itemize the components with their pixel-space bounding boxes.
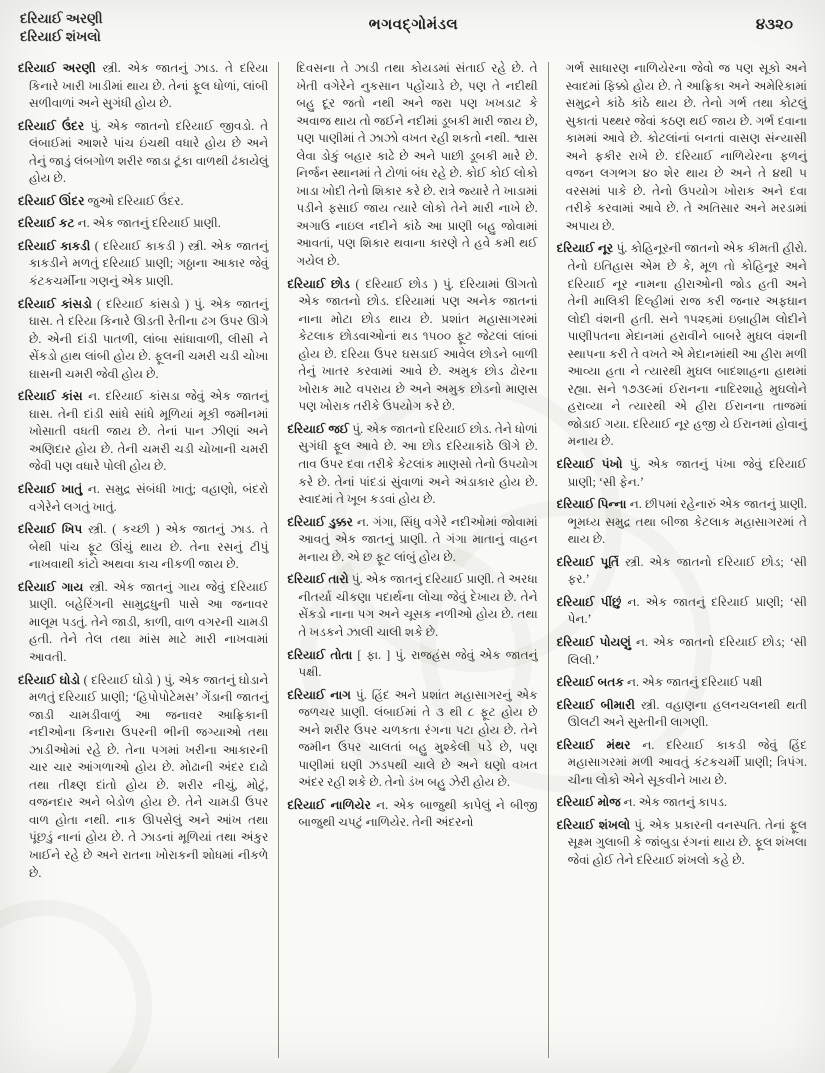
entry-headword: દરિયાઈ ઊંદર (18, 193, 85, 208)
entry-body: ન. ગંગા, સિંધુ વગેરે નદીઓમાં જોવામાં આવતું એક જાતનું પ્રાણી. તે ગંગા માતાનું વાહન મનાય છે. એ છ ફૂટ લાંબું હોય છે. (298, 514, 538, 564)
entry-body: દિવસના તે ઝાડી તથા કોયડમાં સંતાઈ રહે છે. તે ખેતી વગેરેને નુકસાન પહોંચાડે છે, પણ તે નદીથી બહુ દૂર જતો નથી અને જરા પણ ખખડાટ કે અવાજ થાય તો જઈને નદીમાં ડૂબકી મારી જાય છે, પણ પાણીમાં તે ઝાઝો વખત રહી શકતો નથી. શ્વાસ લેવા ડોકું બહાર કાઢે છે અને પાછી ડૂબકી મારે છે. નિર્જન સ્થાનમાં તે ટોળાં બંધ રહે છે. કોઈ કોઈ લોકો ખાડા ખોદી તેનો શિકાર કરે છે. રાત્રે જ્યારે તે ખાડામાં પડીને ફસાઈ જાય ત્યારે લોકો તેને મારી નાખે છે. અગાઉ નાઇલ નદીને કાંઠે આ પ્રાણી બહુ જોવામાં આવતાં, પણ શિકાર થવાના કારણે તે હવે કમી થઈ ગયેલ છે. (296, 61, 538, 269)
entry-body: [ ફા. ] પું. રાજહંસ જેવું એક જાતનું પક્ષી. (298, 647, 538, 680)
dictionary-entry (18, 296, 268, 384)
dictionary-entry (557, 817, 807, 870)
entry-headword: દરિયાઈ પૂર્તિ (556, 554, 620, 569)
entry-headword: દરિયાઈ કટ (18, 216, 75, 231)
entry-body: પું. એક જાતનું પંખા જેવું દરિયાઈ પ્રાણી; ‘સી ફેન.’ (567, 457, 807, 489)
entry-headword: દરિયાઈ કાકડી (18, 238, 91, 253)
entry-headword: દરિયાઈ ગાય (18, 579, 84, 594)
dictionary-entry (557, 697, 807, 732)
dictionary-entry (557, 496, 807, 549)
dictionary-entry (557, 594, 807, 629)
entry-headword: દરિયાઈ પીંછું (556, 594, 622, 609)
dictionary-entry-continuation (287, 60, 537, 271)
dictionary-entry (557, 554, 807, 589)
entry-headword: દરિયાઈ તોતા (287, 647, 353, 662)
entry-headword: દરિયાઈ નાગ (287, 687, 351, 702)
entry-headword: દરિયાઈ ખિપ (18, 522, 83, 537)
dictionary-entry (18, 118, 268, 188)
dictionary-entry (18, 672, 268, 883)
entry-headword: દરિયાઈ પોયણું (556, 634, 631, 649)
entry-body: સ્ત્રી. એક જાતનું ઝાડ. તે દરિયા કિનારે ખારી ખાડીમાં થાય છે. તેનાં ફૂલ ધોળાં, લાંબી સળીવાળાં અને સુગંધી હોય છે. (29, 61, 269, 111)
column-3 (555, 60, 811, 1064)
entry-body: સ્ત્રી. વહાણના હલનચલનથી થતી ઊલટી અને સુસ્તીની લાગણી. (567, 697, 807, 730)
column-2 (285, 60, 541, 1064)
entry-headword: દરિયાઈ કાંસડો (18, 296, 92, 311)
dictionary-entry (557, 794, 807, 812)
entry-body: ( દરિયાઈ છોડ ) પું. દરિયામાં ઊગતો એક જાતનો છોડ. દરિયામાં પણ અનેક જાતનાં નાના મોટા છોડ થાય છે. પ્રશાંત મહાસાગરમાં કેટલાક છોડવાઓનાં થડ ૧૫૦૦ ફૂટ જેટલાં લાંબાં હોય છે. દરિયા ઉપર ઘસડાઈ આવેલ છોડને બાળી તેનું ખાતર કરવામાં આવે છે. અમુક છોડ ઢોરના ખોરાક માટે વપરાય છે અને અમુક છોડનો માણસ પણ ખોરાક તરીકે ઉપયોગ કરે છે. (298, 276, 538, 414)
dictionary-entry (18, 579, 268, 667)
entry-body: પું. એક જાતનું દરિયાઈ પ્રાણી. તે અરધા નીતર્યા ચીકણા પદાર્થના લોચા જેવું દેખાય છે. તેને સેંકડો નાના પગ અને ચૂસક નળીઓ હોય છે. તથા તે ખડકને ઝાલી ચાલી શકે છે. (298, 572, 538, 639)
page-header (16, 10, 811, 58)
entry-body: ન. એક બાજુથી કાપેલું ને બીજી બાજુથી ચપટું નાળિયેર. તેની અંદરનો (298, 797, 538, 830)
entry-body: ન. એક જાતનો દરિયાઈ છોડ; ‘સી લિલી.’ (567, 634, 807, 667)
entry-headword: દરિયાઈ ડુક્કર (287, 514, 353, 529)
entry-body: ન. એક જાતનું દરિયાઈ પ્રાણી; ‘સી પેન.’ (567, 594, 807, 627)
dictionary-entry (287, 276, 537, 416)
running-head-first-entry: દરિયાઈ અરણી (20, 11, 103, 26)
entry-body: ગર્ભ સાધારણ નાળિયેરના જેવો જ પણ સૂકો અને સ્વાદમાં ફિક્કો હોય છે. તે આફ્રિકા અને અમેરિકામાં સમુદ્રને કાંઠે કાંઠે થાય છે. તેનો ગર્ભ તથા કોટલું સુકાતાં પથ્થર જેવાં કઠણ થઈ જાય છે. ગર્ભ દવાના કામમાં આવે છે. કોટલાંનાં બનતાં વાસણ સંન્યાસી અને ફકીર રાખે છે. દરિયાઈ નાળિયેરના ફળનું વજન લગભગ ૪૦ શેર થાય છે અને તે ૪થી ૫ વરસમાં પાકે છે. તેનો ઉપયોગ ખોરાક અને દવા તરીકે કરવામાં આવે છે. તે અતિસાર અને મરડામાં અપાય છે. (565, 61, 807, 233)
dictionary-entry (18, 60, 268, 113)
dictionary-entry (557, 674, 807, 692)
entry-body: પું. એક જાતનો દરિયાઈ છોડ. તેને ધોળાં સુગંધી ફૂલ આવે છે. આ છોડ દરિયાકાંઠે ઊગે છે. તાવ ઉપર દવા તરીકે કેટલાંક માણસો તેનો ઉપયોગ કરે છે. તેનાં પાંદડાં સુંવાળાં અને અંડાકાર હોય છે. સ્વાદમાં તે ખૂબ કડવાં હોય છે. (298, 421, 538, 507)
dictionary-entry (557, 456, 807, 491)
entry-headword: દરિયાઈ ખાતું (18, 482, 83, 497)
entry-headword: દરિયાઈ પંખો (556, 457, 623, 472)
dictionary-entry (18, 521, 268, 574)
column-rule (548, 62, 549, 1058)
column-1 (16, 60, 272, 1064)
dictionary-entry (287, 571, 537, 641)
entry-body: પું. એક જાતનો દરિયાઈ જીવડો. તે લંબાઈમાં આશરે પાંચ ઇંચથી વધારે હોય છે અને તેનું જાડું લંબગોળ શરીર જાડા ટૂંકા વાળથી ઢંકાયેલું હોય છે. (29, 118, 269, 186)
entry-body: ન. છીપમાં રહેનારું એક જાતનું પ્રાણી. ભૂમધ્ય સમુદ્ર તથા બીજા કેટલાક મહાસાગરમાં તે થાય છે. (567, 497, 807, 547)
dictionary-entry (18, 481, 268, 516)
dictionary-entry (18, 388, 268, 476)
entry-body: ન. એક જાતનું દરિયાઈ પક્ષી (626, 675, 763, 690)
entry-headword: દરિયાઈ ઉંદર (18, 118, 85, 133)
column-rule (278, 62, 279, 1058)
dictionary-entry (557, 240, 807, 451)
dictionary-entry (287, 687, 537, 792)
entry-body: પું. કોહિનૂરની જાતનો એક કીમતી હીરો. તેનો ઇતિહાસ એમ છે કે, મૂળ તો કોહિનૂર અને દરિયાઈ નૂર નામના હીરાઓની જોડ હતી અને તેની માલિકી દિલ્હીમાં રાજ કરી જનાર અફઘાન લોદી વંશની હતી. સને ૧૫૨૬માં ઇબ્રાહીમ લોદીને પાણીપતના મેદાનમાં હરાવીને બાબરે મુઘલ વંશની સ્થાપના કરી તે વખતે એ મેદાનમાંથી આ હીરા મળી આવ્યા હતા ને ત્યારથી મુઘલ બાદશાહના હાથમાં રહ્યા. સને ૧૭૩૯માં ઈરાનના નાદિરશાહે મુઘલોને હરાવ્યા ને ત્યારથી એ હીરા ઈરાનના તાજમાં જોડાઈ ગયા. દરિયાઈ નૂર હજી યે ઈરાનમાં હોવાનું મનાય છે. (567, 241, 807, 449)
text-columns (16, 60, 811, 1064)
dictionary-entry (557, 634, 807, 669)
entry-headword: દરિયાઈ મોજ (556, 795, 621, 810)
entry-headword: દરિયાઈ પિન્ના (556, 497, 627, 512)
entry-body: ન. દરિયાઈ કાકડી જેવું હિંદ મહાસાગરમાં મળી આવતું કંટકચર્મી પ્રાણી; ત્રિપંગ. ચીના લોકો એને સૂકવીને ખાય છે. (567, 737, 807, 787)
entry-headword: દરિયાઈ તારો (287, 572, 349, 587)
dictionary-entry (18, 238, 268, 291)
entry-body: ( દરિયાઈ ઘોડો ) પું. એક જાતનું ઘોડાને મળતું દરિયાઈ પ્રાણી; ‘હિપોપોટેમસ’ ગેંડાની જાતનું જાડી ચામડીવાળું આ જનાવર આફ્રિકાની નદીઓના કિનારા ઉપરની ભીની જગ્યાઓ તથા ઝાડીઓમાં રહે છે. તેના પગમાં ખરીના આકારની ચાર ચાર આંગળાઓ હોય છે. મોઢાની અંદર દાઢો તથા તીક્ષ્ણ દાંતો હોય છે. શરીર નીચું, મોટું, વજનદાર અને બેડોળ હોય છે. તેને ચામડી ઉપર વાળ હોતા નથી. નાક ઊપસેલું અને આંખ તથા પૂંછડું નાનાં હોય છે. તે ઝાડનાં મૂળિયાં તથા અંકુર ખાઈને રહે છે અને રાતના ખોરાકની શોધમાં નીકળે છે. (29, 672, 269, 880)
entry-body: ન. એક જાતનું દરિયાઈ પ્રાણી. (77, 216, 221, 231)
entry-headword: દરિયાઈ ઘોડો (18, 672, 81, 687)
entry-headword: દરિયાઈ નાળિયેર (287, 797, 371, 812)
dictionary-entry-continuation (557, 60, 807, 235)
entry-headword: દરિયાઈ નૂર (556, 241, 614, 256)
dictionary-entry (287, 514, 537, 567)
entry-body: પું. હિંદ અને પ્રશાંત મહાસાગરનું એક જળચર પ્રાણી. લંબાઈમાં તે ૩ થી ૮ ફૂટ હોય છે અને શરીર ઉપર ચળકતા રંગના પટા હોય છે. તેને જમીન ઉપર ચાલતાં બહુ મુશ્કેલી પડે છે, પણ પાણીમાં ઘણી ઝડપથી ચાલે છે અને ઘણો વખત અંદર રહી શકે છે. તેનો ડંખ બહુ ઝેરી હોય છે. (298, 687, 538, 790)
entry-body: સ્ત્રી. એક જાતનો દરિયાઈ છોડ; ‘સી ફર.’ (567, 554, 807, 587)
entry-headword: દરિયાઈ જઈ (287, 421, 350, 436)
entry-body: પું. એક પ્રકારની વનસ્પતિ. તેનાં ફૂલ સૂક્ષ્મ ગુલાબી કે જાંબુડા રંગનાં થાય છે. ફૂલ શંખલા જેવાં હોઈ તેને દરિયાઈ શંખલો કહે છે. (567, 817, 807, 867)
entry-body: ન. એક જાતનું કાપડ. (623, 795, 728, 810)
entry-headword: દરિયાઈ અરણી (18, 61, 96, 75)
book-title: ભગવદ્ગોમંડલ (368, 17, 459, 33)
entry-headword: દરિયાઈ બીમારી (556, 697, 635, 712)
running-head-last-entry: દરિયાઈ શંખલો (20, 29, 101, 44)
entry-body: ( દરિયાઈ કાકડી ) સ્ત્રી. એક જાતનું કાકડીને મળતું દરિયાઈ પ્રાણી; ગઠ્ઠાના આકાર જેવું કંટકચર્મીના ગણનું એક પ્રાણી. (29, 238, 269, 289)
dictionary-entry (557, 737, 807, 790)
entry-headword: દરિયાઈ બતક (556, 675, 624, 690)
dictionary-entry (287, 421, 537, 509)
entry-body: જુઓ દરિયાઈ ઉંદર. (87, 193, 184, 208)
dictionary-entry (287, 797, 537, 832)
entry-body: સ્ત્રી. ( કચ્છી ) એક જાતનું ઝાડ. તે બેથી પાંચ ફૂટ ઊંચું થાય છે. તેના રસનું ટીપું નાખવાથી કાંટો અથવા કાચ નીકળી જાય છે. (29, 522, 269, 572)
entry-body: ( દરિયાઈ કાંસડો ) પું. એક જાતનું ઘાસ. તે દરિયા કિનારે ઊડતી રેતીના ઢગ ઉપર ઊગે છે. એની દાંડી પાતળી, લાંબા સાંધાવાળી, લીસી ને સેંકડો હાથ લાંબી હોય છે. ફૂલની ચમરી ચડી ચોખા ઘાસની ચમરી જેવી હોય છે. (29, 296, 269, 381)
entry-headword: દરિયાઈ કાંસ (18, 389, 83, 404)
entry-body: ન. સમુદ્ર સંબંધી ખાતું; વહાણો, બંદરો વગેરેને લગતું ખાતું. (29, 482, 269, 514)
dictionary-entry (287, 647, 537, 682)
entry-body: ન. દરિયાઈ કાંસડા જેવું એક જાતનું ઘાસ. તેની દાંડી સાંધે સાંધે મૂળિયાં મૂકી જમીનમાં ખોસાતી વધતી જાય છે. તેનાં પાન ઝીણાં અને અણિદાર હોય છે. તેની ચમરી ચડી ચોખાની ચમરી જેવી પણ વધારે પોલી હોય છે. (29, 389, 269, 474)
entry-headword: દરિયાઈ છોડ (287, 276, 350, 291)
dictionary-entry (18, 193, 268, 211)
dictionary-entry (18, 215, 268, 233)
page-number: ૪૩૨૦ (755, 17, 793, 33)
entry-headword: દરિયાઈ શંખલો (556, 817, 631, 832)
entry-body: સ્ત્રી. એક જાતનું ગાય જેવું દરિયાઈ પ્રાણી. બહેરિંગની સામુદ્રધુની પાસે આ જનાવર માલૂમ પડતું. તેને જાડી, કાળી, વાળ વગરની ચામડી હતી. તેને તેલ તથા માંસ માટે મારી નાખવામાં આવતી. (29, 579, 269, 664)
entry-headword: દરિયાઈ મંથર (556, 737, 631, 752)
